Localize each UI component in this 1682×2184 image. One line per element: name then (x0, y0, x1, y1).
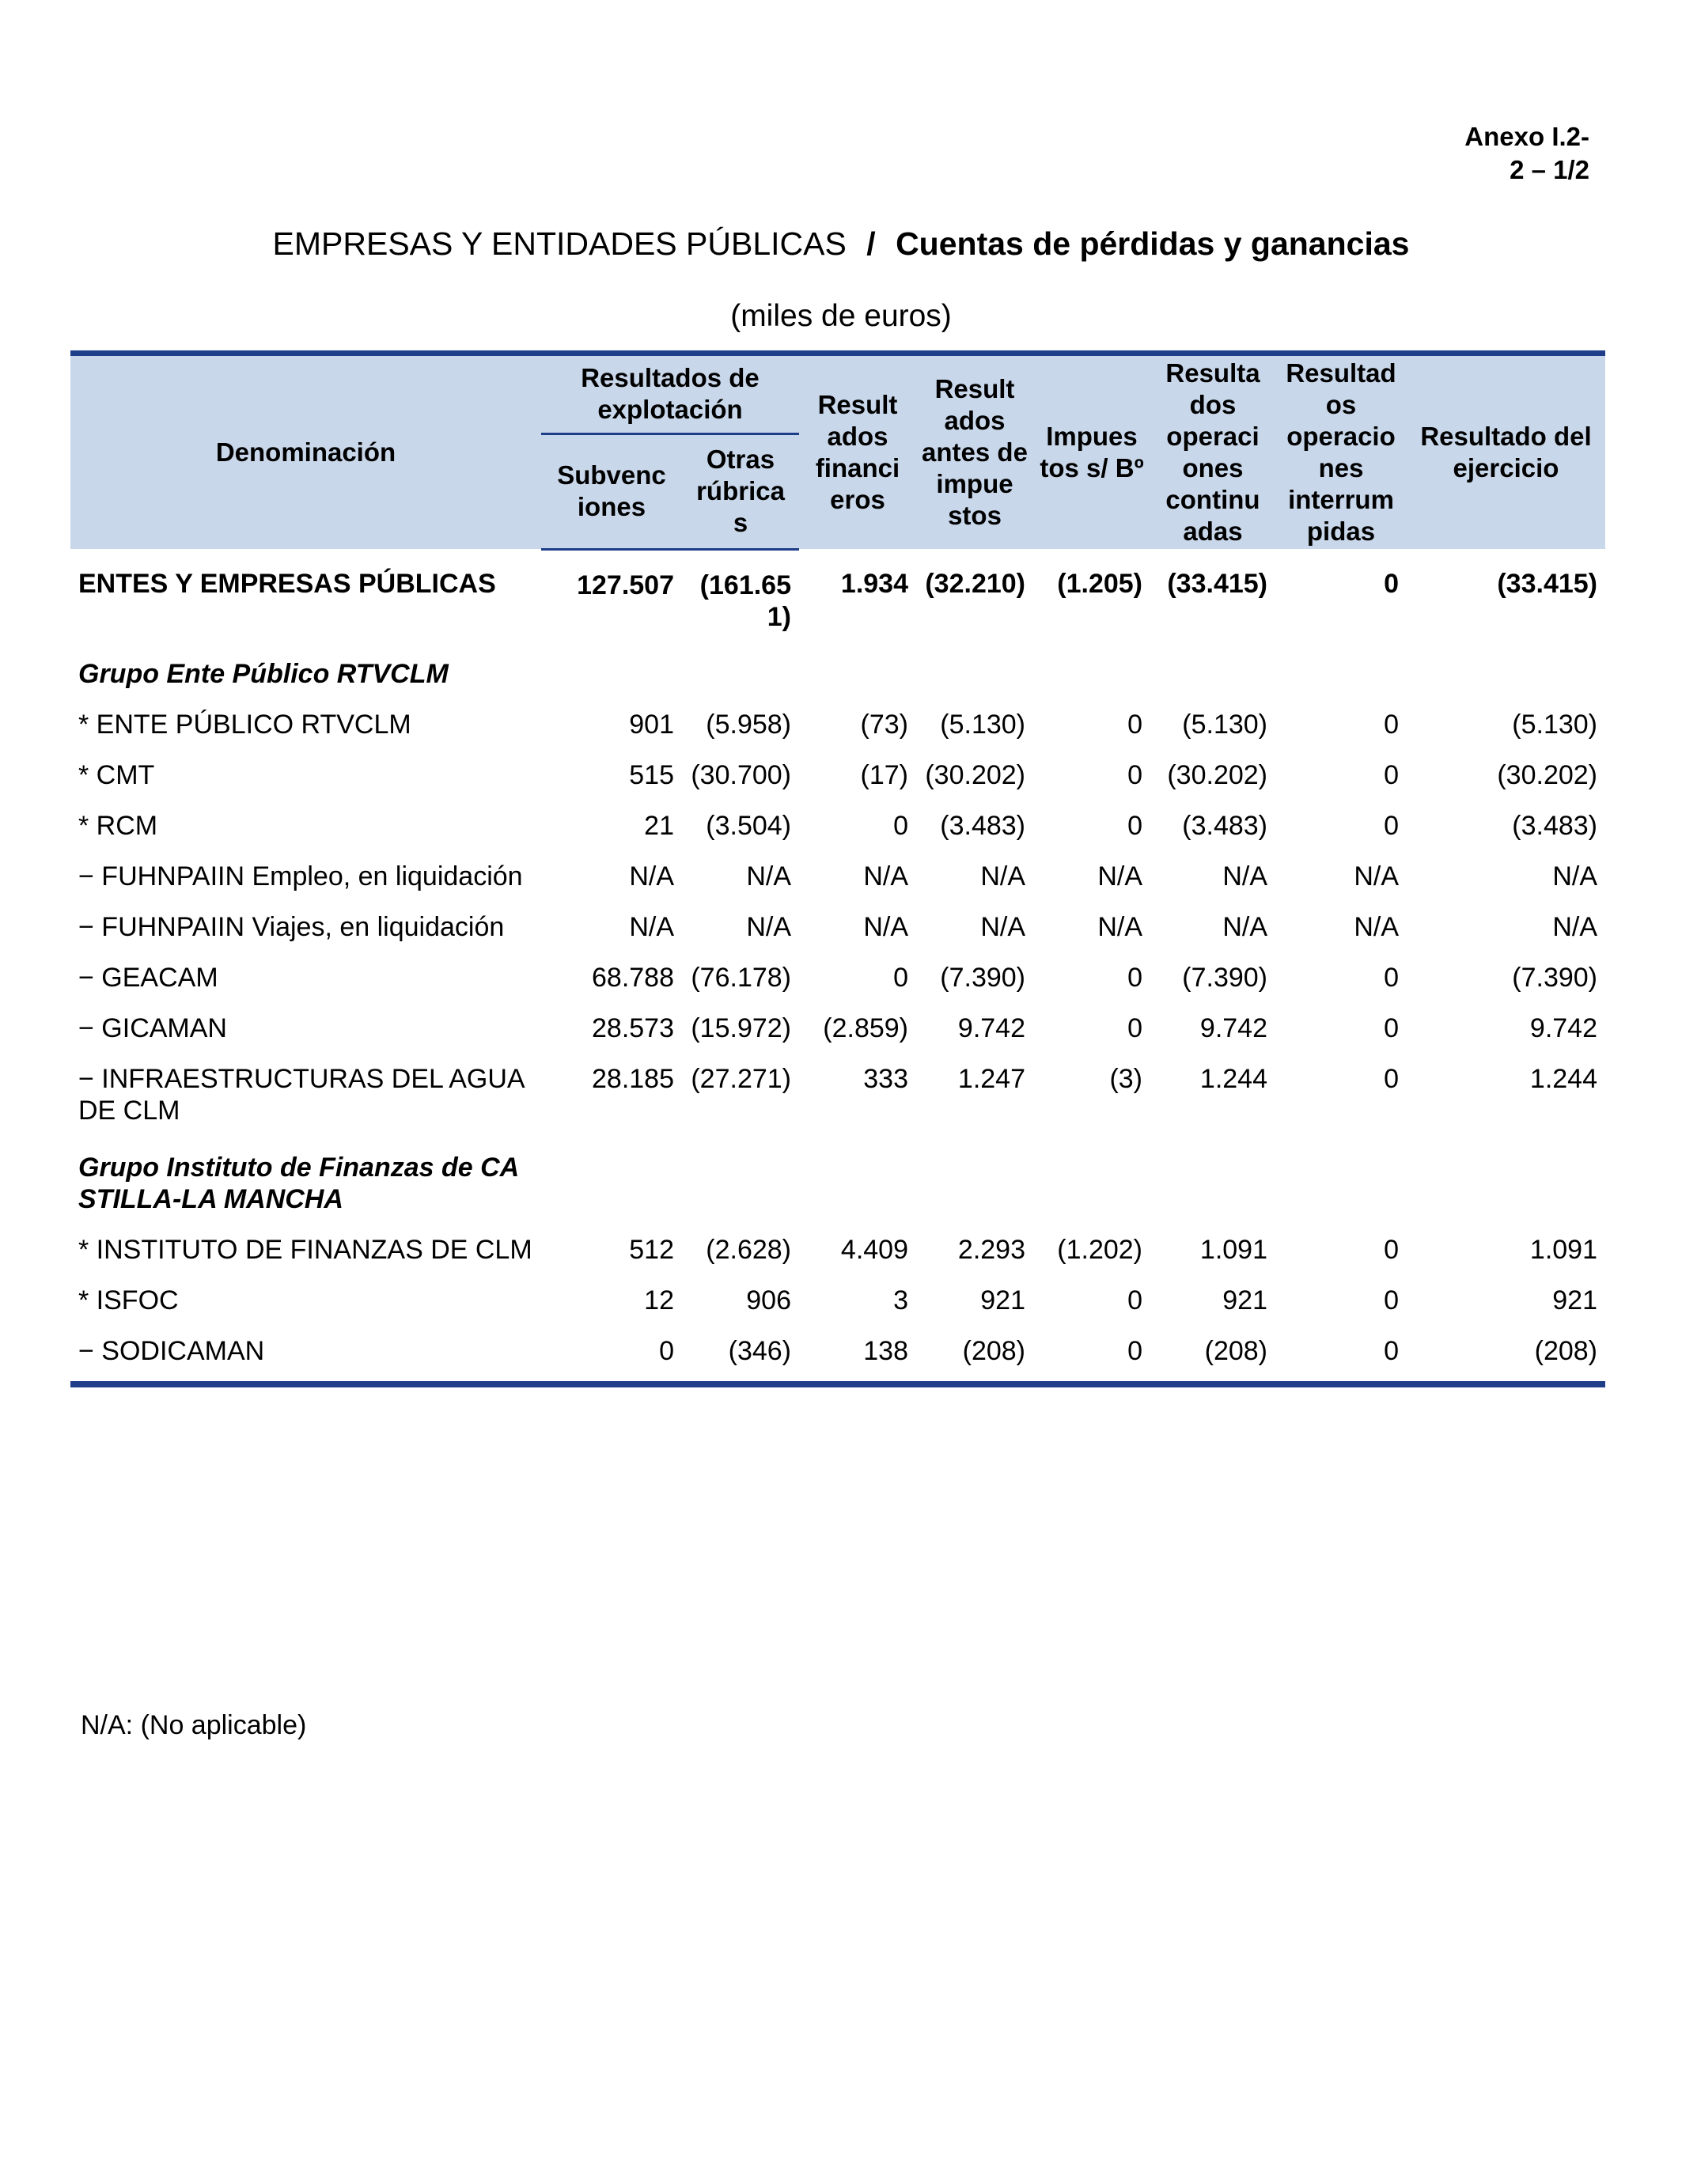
cell-antes-impuestos: (208) (916, 1324, 1033, 1384)
cell-antes-impuestos: (30.202) (925, 759, 1025, 790)
cell-interrumpidas: 0 (1384, 1063, 1399, 1094)
group-row (70, 1134, 1605, 1223)
cell-otras: (76.178) (691, 962, 791, 993)
header-financieros: Result ados financi eros (799, 354, 916, 550)
cell-interrumpidas: 0 (1384, 810, 1399, 841)
row-name: * RCM (78, 810, 158, 841)
cell-financieros: 4.409 (840, 1234, 908, 1265)
cell-impuestos: (1.202) (1057, 1234, 1142, 1265)
cell-otras: (27.271) (691, 1063, 791, 1094)
row-name: * ENTE PÚBLICO RTVCLM (78, 709, 411, 740)
cell-otras: (30.700) (691, 759, 791, 790)
cell-financieros: 0 (893, 810, 908, 841)
row-name: * ISFOC (78, 1285, 179, 1315)
cell-impuestos: (3) (1109, 1063, 1142, 1094)
cell-continuadas: 1.244 (1199, 1063, 1267, 1094)
cell-subvenciones: 0 (541, 1324, 682, 1384)
header-ejercicio: Resultado del ejercicio (1407, 354, 1605, 550)
cell-ejercicio: 1.244 (1529, 1063, 1597, 1094)
header-denominacion: Denominación (70, 354, 541, 550)
table-row (70, 1223, 1605, 1274)
cell-impuestos: (1.205) (1057, 569, 1142, 599)
row-name: − GEACAM (78, 962, 218, 993)
cell-financieros: 333 (863, 1063, 908, 1094)
cell-subvenciones: 515 (629, 759, 674, 790)
row-name: − INFRAESTRUCTURAS DEL AGUA DE CLM (78, 1063, 524, 1126)
cell-impuestos: 0 (1127, 810, 1142, 841)
cell-continuadas: (208) (1150, 1324, 1275, 1384)
cell-impuestos: 0 (1127, 759, 1142, 790)
cell-otras: (161.651) (699, 570, 791, 632)
title-sub: Cuentas de pérdidas y ganancias (896, 225, 1410, 262)
annex-line-1: Anexo I.2- (1464, 122, 1589, 151)
cell-interrumpidas: 0 (1384, 1234, 1399, 1265)
cell-ejercicio: (208) (1407, 1324, 1605, 1384)
cell-interrumpidas: 0 (1384, 962, 1399, 993)
cell-subvenciones: 28.573 (592, 1013, 674, 1043)
header-continuadas: Resulta dos operaci ones continu adas (1150, 354, 1275, 550)
cell-antes-impuestos: (7.390) (940, 962, 1025, 993)
row-name: ENTES Y EMPRESAS PÚBLICAS (78, 569, 496, 599)
footnote: N/A: (No aplicable) (81, 1710, 307, 1740)
cell-financieros: 0 (893, 962, 908, 993)
cell-ejercicio: 9.742 (1529, 1013, 1597, 1043)
cell-financieros: (2.859) (823, 1013, 908, 1043)
cell-subvenciones: N/A (629, 861, 674, 891)
cell-interrumpidas: 0 (1384, 569, 1399, 599)
cell-otras: (15.972) (691, 1013, 791, 1043)
cell-continuadas: (3.483) (1182, 810, 1267, 841)
header-impuestos: Impues tos s/ Bº (1033, 354, 1150, 550)
header-antes-impuestos: Result ados antes de impue stos (916, 354, 1033, 550)
cell-ejercicio: (33.415) (1497, 569, 1597, 599)
row-name: − FUHNPAIIN Viajes, en liquidación (78, 911, 505, 942)
annex-label (1352, 120, 1589, 187)
results-table-container (70, 350, 1605, 1387)
cell-subvenciones: 901 (629, 709, 674, 740)
row-name: * CMT (78, 759, 155, 790)
cell-otras: 906 (746, 1285, 791, 1315)
group-name: Grupo Ente Público RTVCLM (78, 658, 449, 689)
cell-subvenciones: 21 (644, 810, 674, 841)
cell-otras: (346) (682, 1324, 799, 1384)
cell-financieros: 1.934 (840, 569, 908, 599)
cell-ejercicio: N/A (1552, 861, 1597, 891)
table-row (70, 850, 1605, 900)
table-row (70, 951, 1605, 1001)
cell-impuestos: 0 (1127, 709, 1142, 740)
cell-subvenciones: 127.507 (577, 570, 674, 600)
row-name: * INSTITUTO DE FINANZAS DE CLM (78, 1234, 532, 1265)
cell-financieros: N/A (863, 861, 908, 891)
table-row (70, 900, 1605, 951)
cell-impuestos: N/A (1097, 911, 1142, 942)
cell-ejercicio: (3.483) (1512, 810, 1597, 841)
cell-impuestos: N/A (1097, 861, 1142, 891)
cell-continuadas: N/A (1222, 861, 1267, 891)
title-main: EMPRESAS Y ENTIDADES PÚBLICAS (272, 225, 847, 262)
table-row (70, 1052, 1605, 1134)
table-body (70, 549, 1605, 1384)
cell-continuadas: (5.130) (1182, 709, 1267, 740)
cell-continuadas: 1.091 (1199, 1234, 1267, 1265)
cell-impuestos: 0 (1033, 1324, 1150, 1384)
header-otras: Otras rúbrica s (682, 433, 799, 549)
cell-interrumpidas: 0 (1384, 1285, 1399, 1315)
group-name: Grupo Instituto de Finanzas de CASTILLA-LA MANCHA (78, 1152, 520, 1214)
table-row (70, 799, 1605, 850)
cell-impuestos: 0 (1127, 962, 1142, 993)
header-row-1 (70, 354, 1605, 434)
cell-financieros: N/A (863, 911, 908, 942)
cell-continuadas: N/A (1222, 911, 1267, 942)
table-row (70, 748, 1605, 799)
cell-subvenciones: 28.185 (592, 1063, 674, 1094)
cell-antes-impuestos: N/A (980, 861, 1025, 891)
cell-antes-impuestos: (5.130) (940, 709, 1025, 740)
cell-continuadas: (30.202) (1167, 759, 1267, 790)
cell-subvenciones: 68.788 (592, 962, 674, 993)
cell-antes-impuestos: 9.742 (957, 1013, 1025, 1043)
table-row (70, 698, 1605, 748)
cell-ejercicio: (5.130) (1512, 709, 1597, 740)
results-table (70, 350, 1605, 1387)
page-title (0, 223, 1682, 264)
cell-interrumpidas: 0 (1384, 1013, 1399, 1043)
cell-interrumpidas: N/A (1354, 861, 1399, 891)
cell-continuadas: 9.742 (1199, 1013, 1267, 1043)
cell-financieros: 3 (893, 1285, 908, 1315)
cell-financieros: (17) (860, 759, 908, 790)
cell-ejercicio: 921 (1552, 1285, 1597, 1315)
cell-antes-impuestos: (32.210) (925, 569, 1025, 599)
cell-antes-impuestos: 1.247 (957, 1063, 1025, 1094)
cell-ejercicio: 1.091 (1529, 1234, 1597, 1265)
cell-ejercicio: (30.202) (1497, 759, 1597, 790)
cell-impuestos: 0 (1127, 1285, 1142, 1315)
row-name: − SODICAMAN (70, 1324, 541, 1384)
table-row (70, 1001, 1605, 1052)
table-row (70, 1274, 1605, 1324)
header-subvenciones: Subvenc iones (541, 433, 682, 549)
cell-ejercicio: N/A (1552, 911, 1597, 942)
cell-subvenciones: N/A (629, 911, 674, 942)
cell-otras: (2.628) (706, 1234, 791, 1265)
table-row (70, 549, 1605, 641)
row-name: − FUHNPAIIN Empleo, en liquidación (78, 861, 523, 891)
cell-antes-impuestos: 2.293 (957, 1234, 1025, 1265)
cell-antes-impuestos: N/A (980, 911, 1025, 942)
group-row-spacer (541, 1134, 1605, 1223)
annex-line-2: 2 – 1/2 (1510, 155, 1589, 184)
cell-antes-impuestos: (3.483) (940, 810, 1025, 841)
cell-ejercicio: (7.390) (1512, 962, 1597, 993)
group-row (70, 641, 1605, 698)
cell-continuadas: 921 (1222, 1285, 1267, 1315)
cell-impuestos: 0 (1127, 1013, 1142, 1043)
cell-subvenciones: 512 (629, 1234, 674, 1265)
header-interrumpidas: Resultad os operacio nes interrum pidas (1275, 354, 1407, 550)
cell-antes-impuestos: 921 (980, 1285, 1025, 1315)
table-row (70, 1324, 1605, 1384)
cell-interrumpidas: 0 (1384, 759, 1399, 790)
units-label: (miles de euros) (730, 299, 952, 333)
cell-otras: N/A (746, 861, 791, 891)
header-explotacion-group: Resultados de explotación (541, 354, 799, 434)
cell-subvenciones: 12 (644, 1285, 674, 1315)
cell-continuadas: (7.390) (1182, 962, 1267, 993)
cell-interrumpidas: N/A (1354, 911, 1399, 942)
cell-otras: (3.504) (706, 810, 791, 841)
cell-continuadas: (33.415) (1167, 569, 1267, 599)
cell-financieros: 138 (799, 1324, 916, 1384)
cell-financieros: (73) (860, 709, 908, 740)
row-name: − GICAMAN (78, 1013, 227, 1043)
title-separator: / (866, 225, 876, 262)
cell-otras: N/A (746, 911, 791, 942)
cell-interrumpidas: 0 (1384, 709, 1399, 740)
cell-otras: (5.958) (706, 709, 791, 740)
cell-interrumpidas: 0 (1275, 1324, 1407, 1384)
